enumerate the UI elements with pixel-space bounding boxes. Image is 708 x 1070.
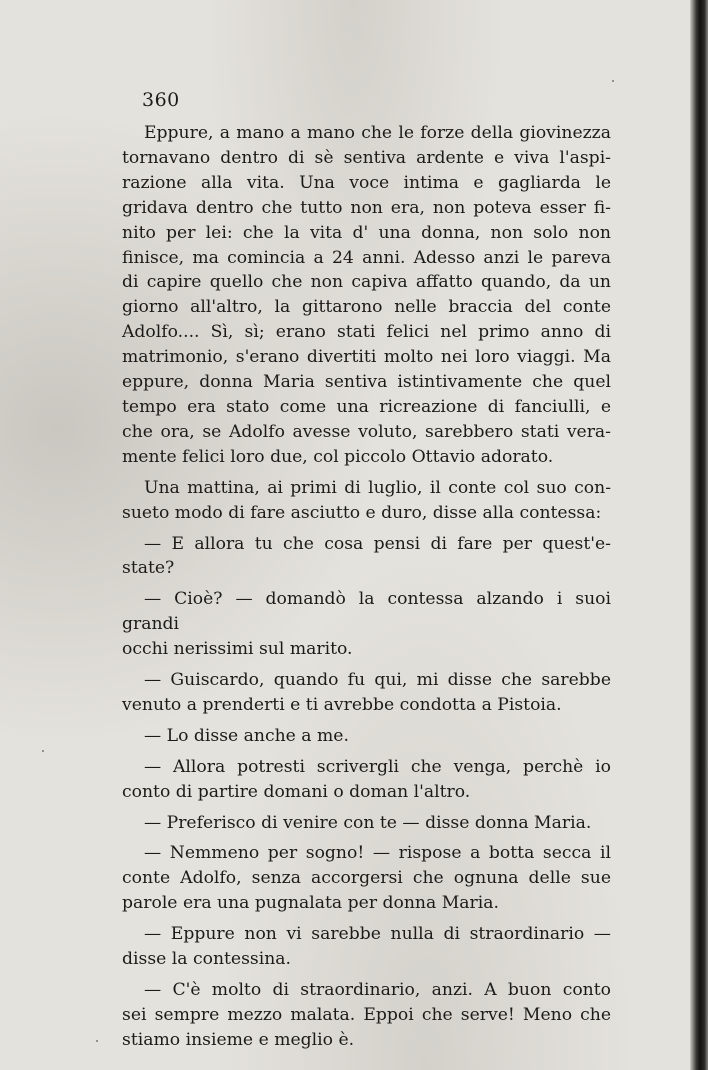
text-line: gridava dentro che tutto non era, non poteva esser fi-	[122, 197, 611, 218]
text-line: venuto a prenderti e ti avrebbe condotta a Pistoia.	[122, 694, 562, 715]
text-line: — Lo disse anche a me.	[144, 725, 349, 746]
text-line: eppure, donna Maria sentiva istintivamente che quel	[122, 372, 611, 393]
text-line: mente felici loro due, col piccolo Ottavio adorato.	[122, 446, 554, 467]
text-line: occhi nerissimi sul marito.	[122, 639, 353, 660]
paragraph	[122, 841, 611, 916]
text-line: — Eppure non vi sarebbe nulla di straordinario —	[144, 924, 611, 945]
text-line: — C'è molto di straordinario, anzi. A buon conto	[144, 980, 611, 1000]
text-line: tornavano dentro di sè sentiva ardente e viva l'aspi-	[122, 147, 611, 168]
text-line: che ora, se Adolfo avesse voluto, sarebbero stati vera-	[122, 421, 611, 442]
text-line: Eppure, a mano a mano che le forze della giovinezza	[144, 123, 611, 143]
paper-speck	[42, 750, 44, 752]
text-line: giorno all'altro, la gittarono nelle braccia del conte	[122, 297, 611, 318]
text-line: Una mattina, ai primi di luglio, il conte col suo con-	[144, 477, 611, 498]
paragraph	[122, 121, 611, 470]
text-line: finisce, ma comincia a 24 anni. Adesso anzi le pareva	[122, 247, 611, 268]
text-line: razione alla vita. Una voce intima e gagliarda le	[122, 172, 611, 193]
text-line: — Preferisco di venire con te — disse donna Maria.	[144, 812, 592, 833]
paper-speck	[96, 1040, 98, 1042]
paragraph	[122, 668, 611, 718]
paragraph	[122, 755, 611, 805]
text-line: sueto modo di fare asciutto e duro, disse alla contessa:	[122, 502, 602, 523]
text-line: stiamo insieme e meglio è.	[122, 1029, 355, 1050]
body-text	[122, 121, 611, 1059]
text-line: nito per lei: che la vita d' una donna, non solo non	[122, 222, 611, 243]
text-line: di capire quello che non capiva affatto quando, da un	[122, 272, 611, 293]
text-line: — Cioè? — domandò la contessa alzando i suoi grandi	[122, 589, 611, 635]
paragraph	[122, 724, 611, 749]
paragraph	[122, 476, 611, 526]
paragraph	[122, 922, 611, 972]
text-line: conto di partire domani o doman l'altro.	[122, 781, 471, 802]
text-line: — Allora potresti scrivergli che venga, perchè io	[144, 756, 611, 777]
text-line: matrimonio, s'erano divertiti molto nei loro viaggi. Ma	[122, 347, 611, 368]
page-number: 360	[142, 89, 180, 111]
paragraph	[122, 811, 611, 836]
text-line: disse la contessina.	[122, 949, 292, 970]
text-line: — E allora tu che cosa pensi di fare per quest'e-	[144, 533, 611, 554]
paragraph	[122, 978, 611, 1053]
paper-speck	[612, 80, 614, 82]
text-line: Adolfo.... Sì, sì; erano stati felici nel primo anno di	[122, 322, 611, 343]
text-line: state?	[122, 558, 175, 579]
paragraph	[122, 587, 611, 662]
page-gutter-shadow	[690, 0, 708, 1070]
text-line: — Guiscardo, quando fu qui, mi disse che sarebbe	[144, 670, 611, 691]
text-line: — Nemmeno per sogno! — rispose a botta secca il	[144, 843, 611, 864]
text-line: parole era una pugnalata per donna Maria.	[122, 893, 499, 914]
paragraph	[122, 532, 611, 582]
text-line: conte Adolfo, senza accorgersi che ognuna delle sue	[122, 868, 611, 889]
text-line: sei sempre mezzo malata. Eppoi che serve! Meno che	[122, 1004, 611, 1025]
text-line: tempo era stato come una ricreazione di fanciulli, e	[122, 396, 611, 417]
